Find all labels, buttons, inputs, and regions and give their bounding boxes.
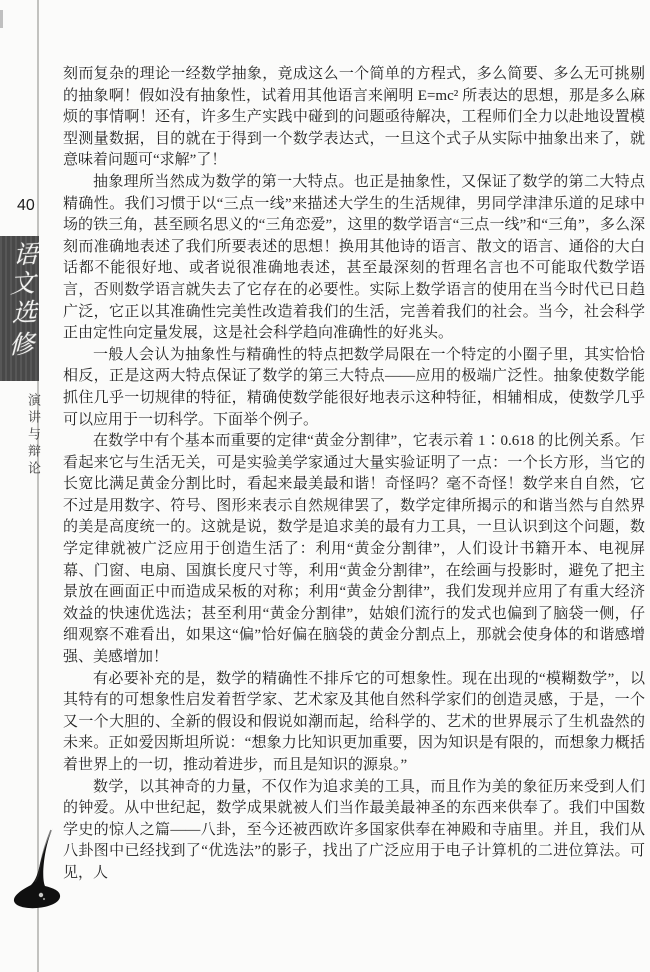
ink-brush-stroke-icon xyxy=(11,826,65,918)
paragraph: 一般人会认为抽象性与精确性的特点把数学局限在一个特定的小圈子里，其实恰恰相反，正是这两大特点保证了数学的第三大特点——应用的极端广泛性。抽象使数学能抓住几乎一切规律的特征，精确使数学能很好地表示这种特征，相辅相成，使数学几乎可以应用于一切科学。下面举个例子。 xyxy=(63,346,645,428)
spine-title-char: 文 xyxy=(9,270,36,299)
spine-title-char: 语 xyxy=(12,241,39,270)
book-spine-block xyxy=(0,236,39,381)
paragraph-continued: 刻而复杂的理论一经数学抽象，竟成这么一个简单的方程式，多么简要、多么无可挑剔的抽象啊！假如没有抽象性，试着用其他语言来阐明 E=mc² 所表达的思想，那是多么麻烦的事情啊！还有，许多生产实践中碰到的问题亟待解决，工程师们全力以赴地设置模型测量数据，目的就在于得到一个数学表达式，一旦这个式子从实际中抽象出来了，就意味着问题可“求解”了！ xyxy=(63,66,645,169)
series-title-vertical: 演讲与辩论 xyxy=(26,393,41,478)
paragraph: 有必要补充的是，数学的精确性不排斥它的可想象性。现在出现的“模糊数学”，以其特有的可想象性启发着哲学家、艺术家及其他自然科学家们的创造灵感，于是，一个又一个大胆的、全新的假设和假说如潮而起，给科学的、艺术的世界展示了生机盎然的未来。正如爱因斯坦所说：“想象力比知识更加重要，因为知识是有限的，而想象力概括着世界上的一切，推动着进步，而且是知识的源泉。” xyxy=(63,670,645,773)
spine-title-char: 选 xyxy=(11,299,38,328)
page-number: 40 xyxy=(17,197,35,214)
scan-edge-artifact xyxy=(0,10,3,28)
body-text-column xyxy=(63,64,645,885)
paragraph: 在数学中有个基本而重要的定律“黄金分割律”，它表示着 1∶0.618 的比例关系。乍看起来它与生活无关，可是实验美学家通过大量实验证明了一点：一个长方形，当它的长宽比满足黄金分割比时，看起来最美最和谐！奇怪吗？毫不奇怪！数学来自自然，它不过是用数字、符号、图形来表示自然规律罢了，数学定律所揭示的和谐当然与自然界的美是高度统一的。这就是说，数学是追求美的最有力工具，一旦认识到这个问题，数学定律就被广泛应用于创造生活了：利用“黄金分割律”，人们设计书籍开本、电视屏幕、门窗、电扇、国旗长度尺寸等，利用“黄金分割律”，在绘画与投影时，避免了把主景放在画面正中而造成呆板的对称；利用“黄金分割律”，我们发现并应用了有重大经济效益的快速优选法；甚至利用“黄金分割律”，姑娘们流行的发式也偏到了脑袋一侧，仔细观察不难看出，如果这“偏”恰好偏在脑袋的黄金分割点上，那就会使身体的和谐感增强、美感增加！ xyxy=(63,433,645,666)
spine-title-char: 修 xyxy=(8,331,35,360)
paragraph: 抽象理所当然成为数学的第一大特点。也正是抽象性，又保证了数学的第二大特点精确性。我们习惯于以“三点一线”来描述大学生的生活规律，男同学津津乐道的足球中场的铁三角，甚至顾名思义的“三角恋爱”，这里的数学语言“三点一线”和“三角”，多么深刻而准确地表述了我们所要表述的思想！换用其他诗的语言、散文的语言、通俗的大白话都不能很好地、或者说很准确地表述，甚至最深刻的哲理名言也不可能取代数学语言，否则数学语言就失去了它存在的必要性。实际上数学语言的使用在当今时代已日趋广泛，它正以其准确性完美性改造着我们的生活，完善着我们的社会。当今，社会科学正由定性向定量发展，这是社会科学趋向准确性的好兆头。 xyxy=(63,173,645,342)
paragraph: 数学，以其神奇的力量，不仅作为追求美的工具，而且作为美的象征历来受到人们的钟爱。从中世纪起，数学成果就被人们当作最美最神圣的东西来供奉了。我们中国数学史的惊人之篇——八卦，至今还被西欧许多国家供奉在神殿和寺庙里。并且，我们从八卦图中已经找到了“优选法”的影子，找出了广泛应用于电子计算机的二进位算法。可见，人 xyxy=(63,778,645,881)
